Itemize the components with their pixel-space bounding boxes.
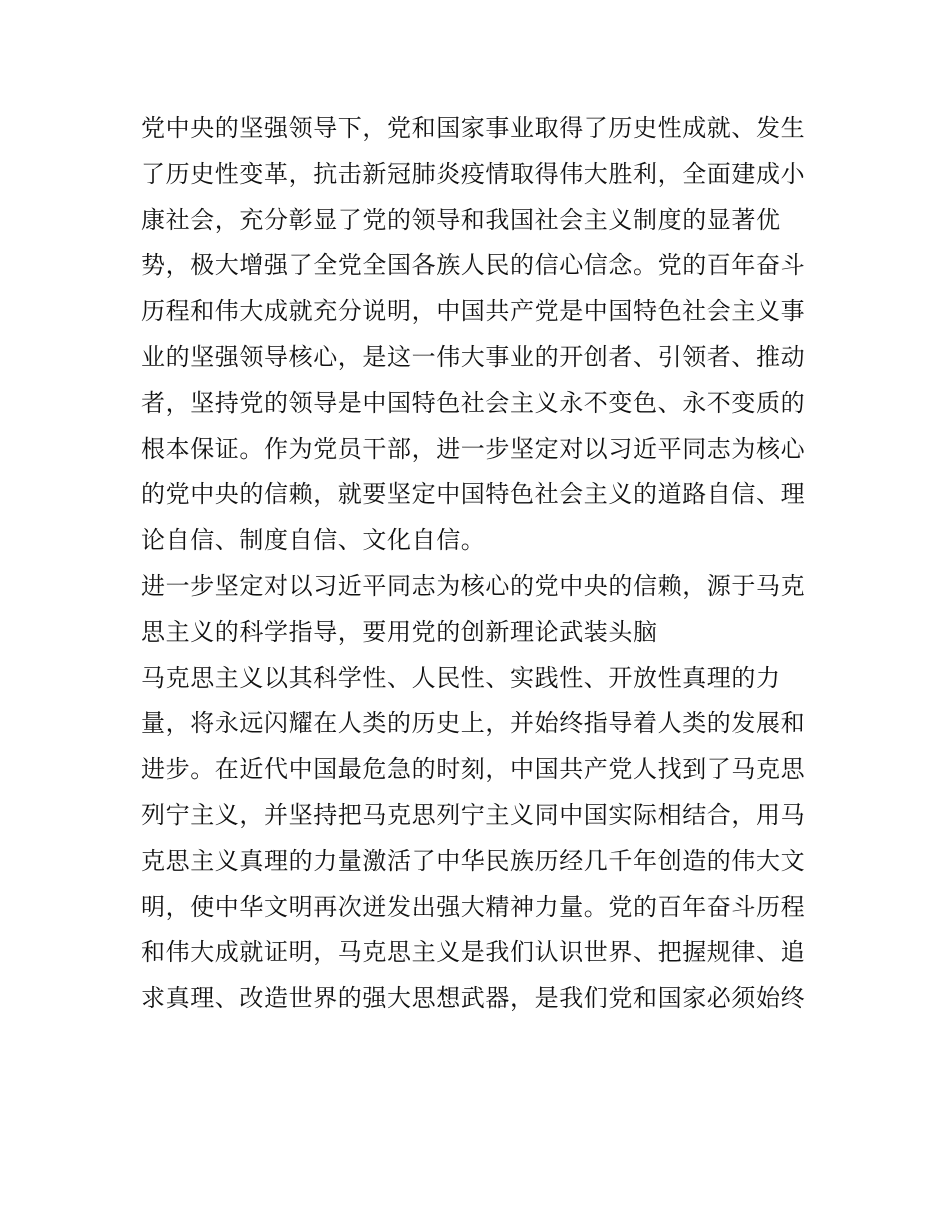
- document-body: [141, 106, 821, 1022]
- text-line: 列宁主义，并坚持把马克思列宁主义同中国实际相结合，用马: [141, 800, 806, 829]
- text-line: 者，坚持党的领导是中国特色社会主义永不变色、永不变质的: [141, 388, 806, 417]
- text-line: 克思主义真理的力量激活了中华民族历经几千年创造的伟大文: [141, 846, 806, 875]
- text-line: 求真理、改造世界的强大思想武器，是我们党和国家必须始终: [141, 984, 806, 1013]
- section-heading-line: 思主义的科学指导，要用党的创新理论武装头脑: [141, 617, 658, 646]
- section-heading-line: 进一步坚定对以习近平同志为核心的党中央的信赖，源于马克: [141, 571, 806, 600]
- text-line: 马克思主义以其科学性、人民性、实践性、开放性真理的力: [141, 663, 781, 692]
- text-line: 进步。在近代中国最危急的时刻，中国共产党人找到了马克思: [141, 755, 806, 784]
- text-line: 势，极大增强了全党全国各族人民的信心信念。党的百年奋斗: [141, 251, 806, 280]
- text-line: 康社会，充分彰显了党的领导和我国社会主义制度的显著优: [141, 205, 781, 234]
- text-line: 根本保证。作为党员干部，进一步坚定对以习近平同志为核心: [141, 434, 806, 463]
- text-line: 量，将永远闪耀在人类的历史上，并始终指导着人类的发展和: [141, 709, 806, 738]
- text-line: 论自信、制度自信、文化自信。: [141, 526, 486, 555]
- text-line: 和伟大成就证明，马克思主义是我们认识世界、把握规律、追: [141, 938, 806, 967]
- text-line: 业的坚强领导核心，是这一伟大事业的开创者、引领者、推动: [141, 342, 806, 371]
- text-line: 了历史性变革，抗击新冠肺炎疫情取得伟大胜利，全面建成小: [141, 159, 806, 188]
- text-line: 明，使中华文明再次迸发出强大精神力量。党的百年奋斗历程: [141, 892, 806, 921]
- text-line: 的党中央的信赖，就要坚定中国特色社会主义的道路自信、理: [141, 480, 806, 509]
- text-line: 历程和伟大成就充分说明，中国共产党是中国特色社会主义事: [141, 297, 806, 326]
- text-line: 党中央的坚强领导下，党和国家事业取得了历史性成就、发生: [141, 114, 806, 142]
